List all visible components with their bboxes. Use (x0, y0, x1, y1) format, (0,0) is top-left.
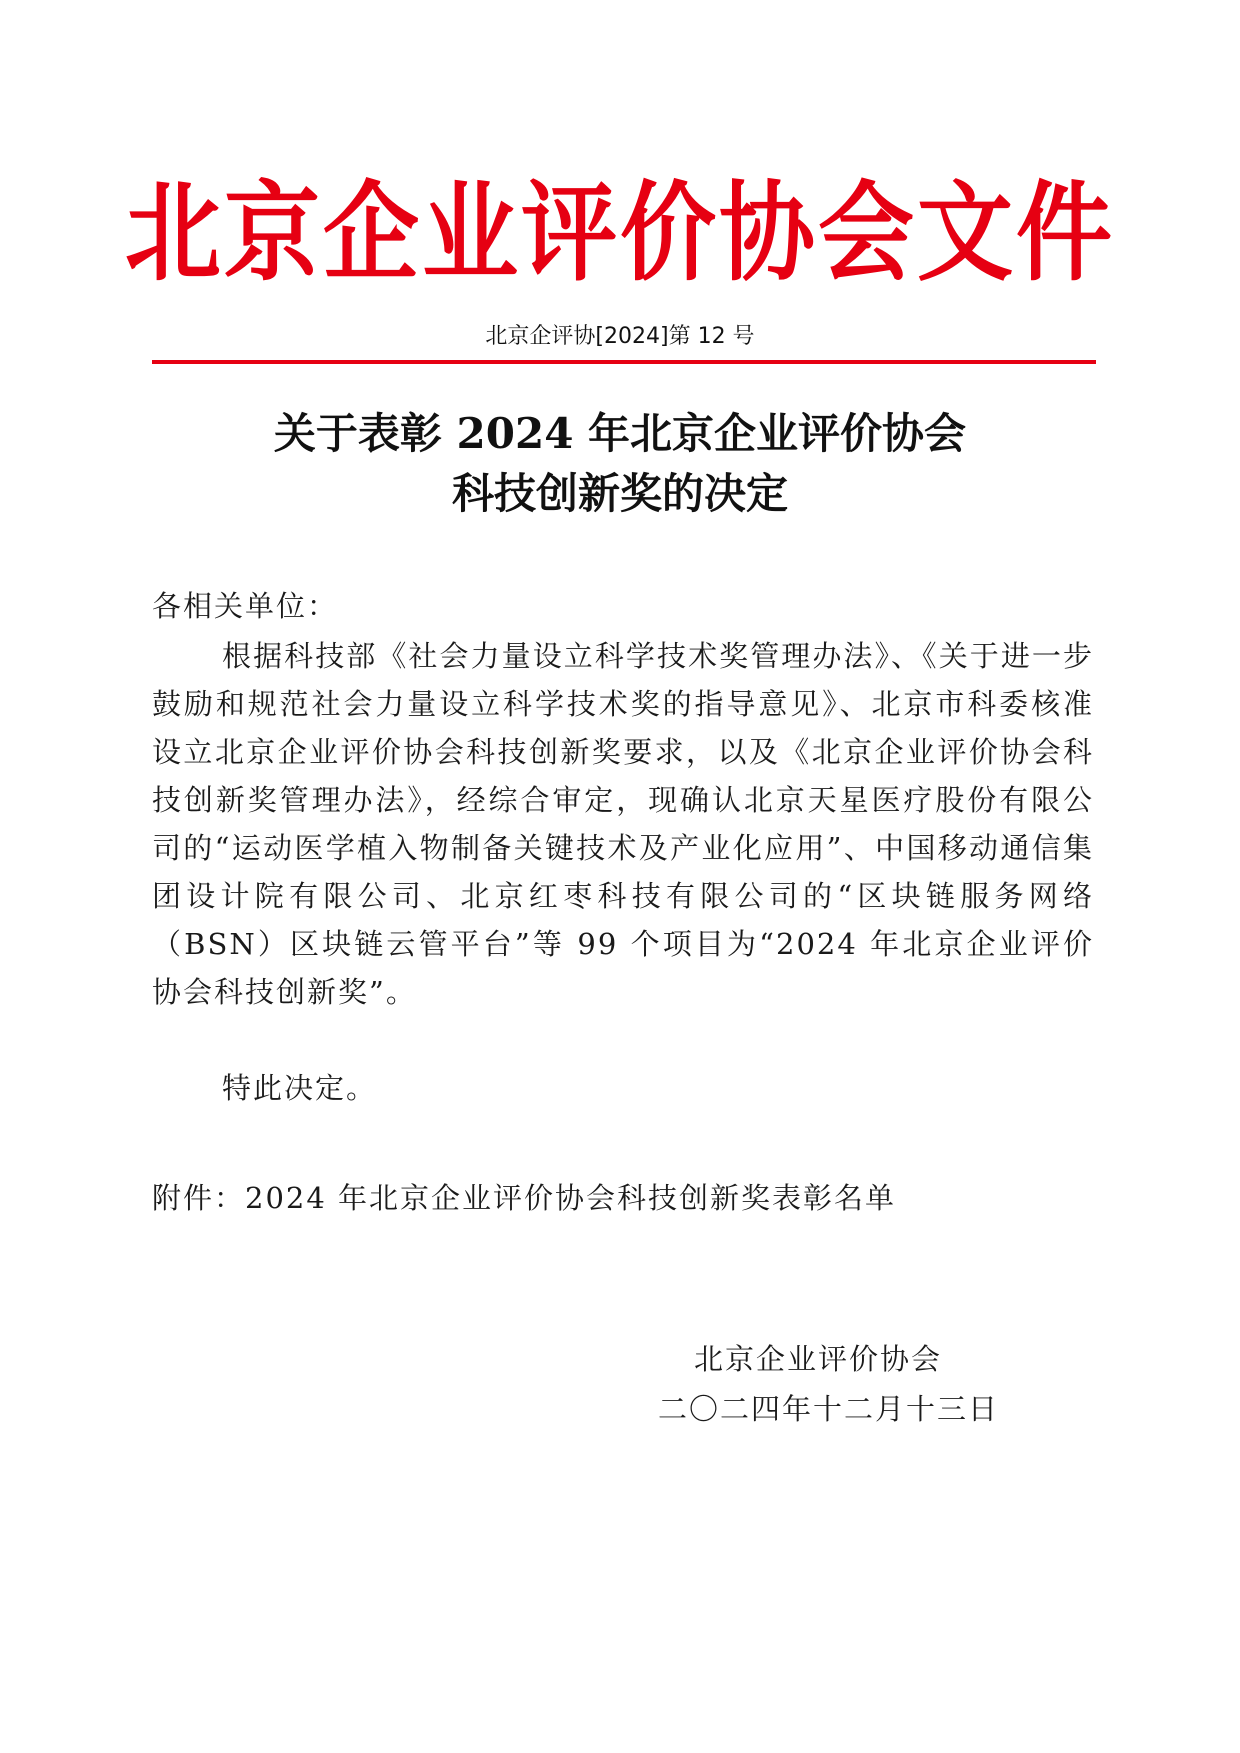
masthead-title: 北京企业评价协会文件 (125, 170, 1115, 296)
document-number: 北京企评协[2024]第 12 号 (485, 324, 755, 349)
red-divider-rule (152, 360, 1096, 364)
issuer-signature: 北京企业评价协会 (694, 1342, 943, 1376)
attachment-line: 附件：2024 年北京企业评价协会科技创新奖表彰名单 (152, 1181, 897, 1215)
salutation: 各相关单位： (152, 589, 339, 623)
decision-statement: 特此决定。 (222, 1071, 378, 1105)
issue-date: 二〇二四年十二月十三日 (658, 1392, 1000, 1426)
body-paragraph: 根据科技部《社会力量设立科学技术奖管理办法》、《关于进一步鼓励和规范社会力量设立科学技术奖的指导意见》、北京市科委核准设立北京企业评价协会科技创新奖要求，以及《北京企业评价协会科技创新奖管理办法》，经综合审定，现确认北京天星医疗股份有限公司的“运动医学植入物制备关键技术及产业化应用”、中国移动通信集团设计院有限公司、北京红枣科技有限公司的“区块链服务网络（BSN）区块链云管平台”等 99 个项目为“2024 年北京企业评价协会科技创新奖”。 (152, 639, 1094, 1009)
document-title-line-2: 科技创新奖的决定 (451, 469, 788, 518)
document-title-line-1: 关于表彰 2024 年北京企业评价协会 (273, 409, 967, 458)
